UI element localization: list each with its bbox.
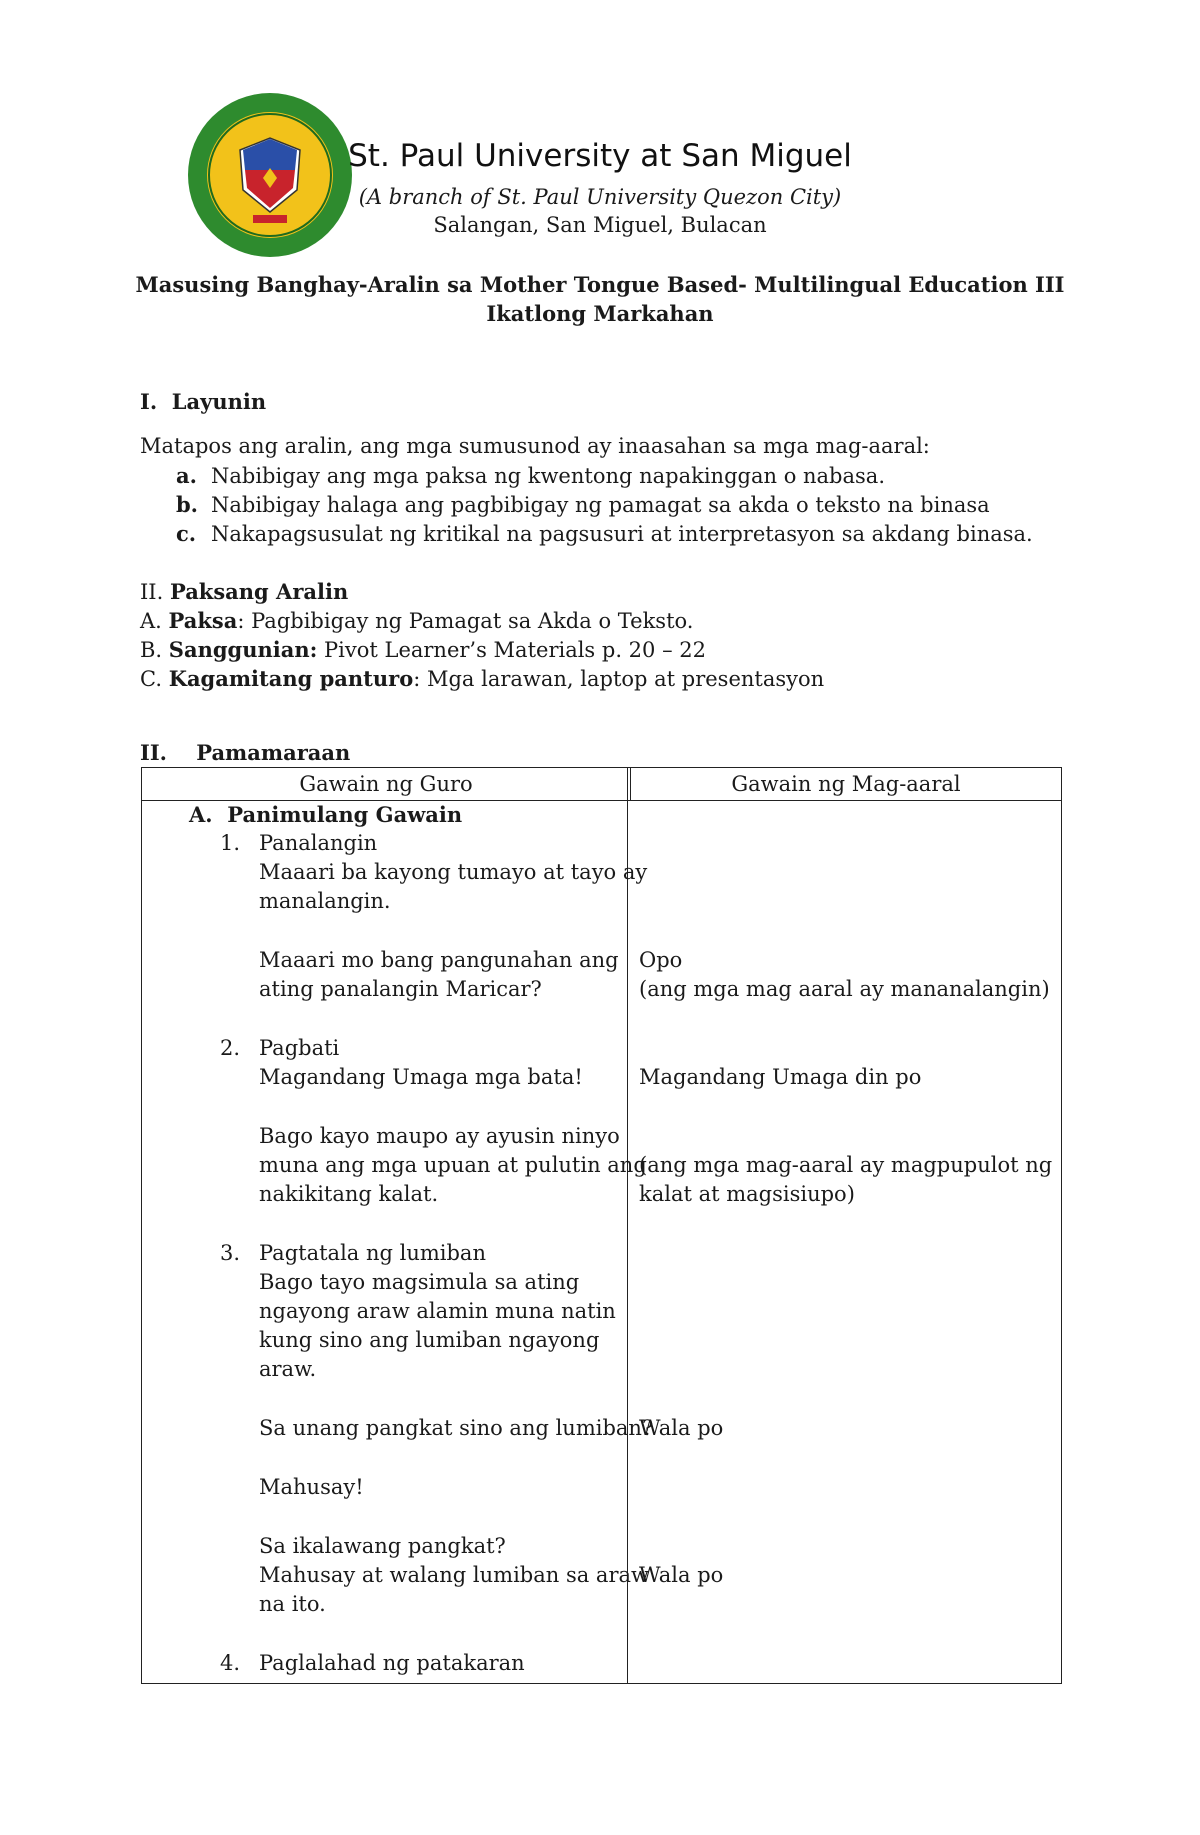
mag-aaral-line: Wala po xyxy=(639,1563,724,1587)
section-number: I. xyxy=(140,389,158,414)
column-header-guro: Gawain ng Guro xyxy=(142,768,631,801)
step-title: Pagbati xyxy=(259,1036,340,1060)
guro-line: ngayong araw alamin muna natin xyxy=(259,1299,616,1323)
section-heading-pamamaraan: II. Pamamaraan xyxy=(140,740,351,765)
guro-line: Mahusay at walang lumiban sa araw xyxy=(259,1563,649,1587)
step-number: 3. xyxy=(219,1241,240,1265)
section-title: Layunin xyxy=(171,389,267,414)
step-title: Panalangin xyxy=(259,831,378,855)
guro-line: manalangin. xyxy=(259,889,391,913)
guro-line: Maaari ba kayong tumayo at tayo ay xyxy=(259,860,648,884)
guro-line: araw. xyxy=(259,1357,317,1381)
mag-aaral-line: Wala po xyxy=(639,1416,724,1440)
guro-line: Bago tayo magsimula sa ating xyxy=(259,1270,580,1294)
step-number: 1. xyxy=(219,831,240,855)
column-divider xyxy=(627,767,628,1684)
section-heading-paksang-aralin: II. Paksang Aralin xyxy=(140,579,349,604)
lesson-plan-title: Masusing Banghay-Aralin sa Mother Tongue Based- Multilingual Education III xyxy=(135,272,1065,297)
guro-line: Mahusay! xyxy=(259,1475,364,1499)
kagamitan-row: C. Kagamitang panturo: Mga larawan, laptop at presentasyon xyxy=(140,666,825,691)
procedure-table xyxy=(141,767,1062,801)
branch-subtitle: (A branch of St. Paul University Quezon City) xyxy=(358,185,842,209)
guro-line: Sa unang pangkat sino ang lumiban? xyxy=(259,1416,654,1440)
guro-line: Bago kayo maupo ay ayusin ninyo xyxy=(259,1124,620,1148)
paksa-row: A. Paksa: Pagbibigay ng Pamagat sa Akda o Teksto. xyxy=(140,608,694,633)
guro-line: muna ang mga upuan at pulutin ang xyxy=(259,1153,647,1177)
section-panimulang-gawain: A. Panimulang Gawain xyxy=(189,802,463,827)
guro-line: na ito. xyxy=(259,1592,326,1616)
step-title: Paglalahad ng patakaran xyxy=(259,1651,525,1675)
list-item: a. Nabibigay ang mga paksa ng kwentong napakinggan o nabasa. xyxy=(176,463,885,488)
layunin-intro: Matapos ang aralin, ang mga sumusunod ay inaasahan sa mga mag-aaral: xyxy=(140,434,930,458)
guro-line: Magandang Umaga mga bata! xyxy=(259,1065,583,1089)
guro-line: Maaari mo bang pangunahan ang xyxy=(259,948,619,972)
guro-line: kung sino ang lumiban ngayong xyxy=(259,1328,600,1352)
list-item: b. Nabibigay halaga ang pagbibigay ng pamagat sa akda o teksto na binasa xyxy=(176,492,990,517)
step-number: 2. xyxy=(219,1036,240,1060)
address: Salangan, San Miguel, Bulacan xyxy=(433,213,767,237)
step-number: 4. xyxy=(219,1651,240,1675)
list-item: c. Nakapagsusulat ng kritikal na pagsusuri at interpretasyon sa akdang binasa. xyxy=(176,521,1033,546)
guro-line: nakikitang kalat. xyxy=(259,1182,439,1206)
mag-aaral-line: (ang mga mag-aaral ay magpupulot ng xyxy=(639,1153,1053,1177)
mag-aaral-line: Magandang Umaga din po xyxy=(639,1065,922,1089)
step-title: Pagtatala ng lumiban xyxy=(259,1241,486,1265)
mag-aaral-line: kalat at magsisiupo) xyxy=(639,1182,855,1206)
guro-line: ating panalangin Maricar? xyxy=(259,977,542,1001)
university-name: St. Paul University at San Miguel xyxy=(348,138,852,174)
quarter-subtitle: Ikatlong Markahan xyxy=(486,301,714,326)
guro-line: Sa ikalawang pangkat? xyxy=(259,1534,506,1558)
mag-aaral-line: (ang mga mag aaral ay mananalangin) xyxy=(639,977,1050,1001)
section-heading-layunin xyxy=(140,389,266,414)
sanggunian-row: B. Sanggunian: Pivot Learner’s Materials p. 20 – 22 xyxy=(140,637,706,662)
mag-aaral-line: Opo xyxy=(639,948,683,972)
column-header-mag-aaral: Gawain ng Mag-aaral xyxy=(631,768,1062,801)
